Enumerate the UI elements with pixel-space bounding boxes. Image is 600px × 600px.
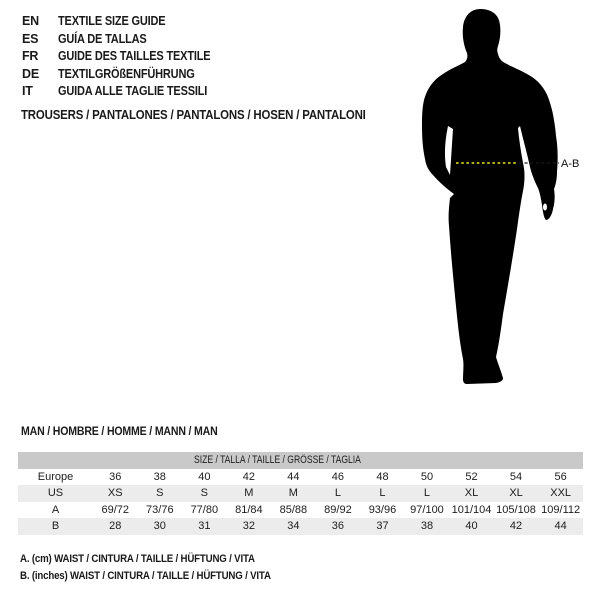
size-cell: XL (449, 485, 494, 502)
language-row (22, 83, 231, 101)
size-cell: M (227, 485, 272, 502)
size-cell: 28 (93, 518, 138, 535)
size-table (18, 452, 583, 535)
language-row (22, 31, 231, 49)
size-cell: 34 (271, 518, 316, 535)
row-label: Europe (37, 470, 74, 483)
language-code: FR (22, 49, 39, 63)
language-label: GUIDA ALLE TAGLIE TESSILI (58, 84, 208, 98)
size-table-header-row (18, 452, 583, 469)
size-cell: 73/76 (146, 503, 174, 516)
size-cell: 48 (376, 470, 389, 483)
language-label: TEXTILE SIZE GUIDE (58, 14, 166, 28)
size-cell: 69/72 (101, 503, 130, 516)
table-row (18, 518, 583, 535)
garment-category (21, 107, 413, 122)
size-cell: 52 (465, 470, 478, 483)
language-label: GUÍA DE TALLAS (58, 31, 147, 46)
garment-category-text: TROUSERS / PANTALONES / PANTALONS / HOSEN / PANTALONI (21, 107, 366, 122)
size-cell: 38 (153, 470, 166, 483)
measure-label: A-B (561, 158, 580, 170)
row-label: US (18, 485, 93, 502)
size-cell: 42 (494, 518, 539, 535)
size-cell: 40 (449, 518, 494, 535)
footnote (20, 568, 305, 585)
size-cell: 30 (138, 518, 183, 535)
size-cell: 54 (509, 470, 523, 483)
size-cell: 36 (109, 470, 122, 483)
size-cell: 97/100 (410, 503, 444, 516)
size-cell: L (405, 485, 450, 502)
man-figure (390, 0, 600, 400)
size-cell: L (316, 485, 361, 502)
size-table-header-text: SIZE / TALLA / TAILLE / GRÖSSE / TAGLIA (193, 454, 361, 467)
size-cell: 31 (182, 518, 227, 535)
size-cell: 93/96 (368, 503, 397, 516)
language-list (22, 13, 231, 101)
size-cell: 42 (242, 470, 255, 483)
language-row (22, 13, 231, 31)
size-cell: 50 (420, 470, 434, 483)
size-cell: 46 (331, 470, 345, 483)
size-cell: S (182, 485, 227, 502)
size-cell: 44 (287, 470, 300, 483)
table-row (18, 502, 583, 519)
footnote-text: A. (cm) WAIST / CINTURA / TAILLE / HÜFTUNG / VITA (20, 553, 255, 565)
footnotes (20, 551, 305, 585)
size-cell: 109/112 (541, 503, 581, 516)
size-cell: S (138, 485, 183, 502)
size-cell: 40 (198, 470, 211, 483)
language-label: GUIDE DES TAILLES TEXTILE (58, 49, 211, 63)
size-cell: 85/88 (279, 503, 308, 516)
size-cell: 38 (405, 518, 450, 535)
language-code: ES (22, 31, 39, 46)
size-cell: 81/84 (235, 503, 263, 516)
size-table-header-cell (18, 452, 583, 469)
gender-heading-text: MAN / HOMBRE / HOMME / MANN / MAN (21, 424, 218, 438)
table-row (18, 485, 583, 502)
language-row (22, 66, 231, 84)
size-cell: 44 (538, 518, 583, 535)
size-cell: 77/80 (190, 503, 219, 516)
size-cell: 56 (554, 470, 567, 483)
man-silhouette-shape (422, 9, 558, 384)
size-cell: XXL (538, 485, 583, 502)
table-row (18, 469, 583, 486)
size-cell: 89/92 (324, 503, 352, 516)
gender-heading (21, 424, 244, 438)
size-cell: M (271, 485, 316, 502)
size-cell: 32 (227, 518, 272, 535)
size-cell: XL (494, 485, 539, 502)
man-figure-svg (390, 0, 600, 400)
thumb-gap (543, 204, 547, 211)
size-cell: XS (93, 485, 138, 502)
size-cell: 101/104 (451, 503, 492, 516)
row-label: A (51, 503, 60, 516)
size-cell: 37 (360, 518, 405, 535)
size-cell: 105/108 (496, 503, 536, 516)
footnote-text: B. (inches) WAIST / CINTURA / TAILLE / HÜFTUNG / VITA (20, 570, 271, 582)
language-row (22, 48, 231, 66)
language-code: DE (22, 66, 39, 81)
size-cell: 36 (316, 518, 361, 535)
row-label: B (18, 518, 93, 535)
size-cell: L (360, 485, 405, 502)
language-code: EN (22, 14, 39, 28)
footnote (20, 551, 305, 568)
language-code: IT (22, 84, 33, 98)
size-table-body (18, 452, 583, 535)
language-label: TEXTILGRÖßENFÜHRUNG (58, 66, 195, 81)
